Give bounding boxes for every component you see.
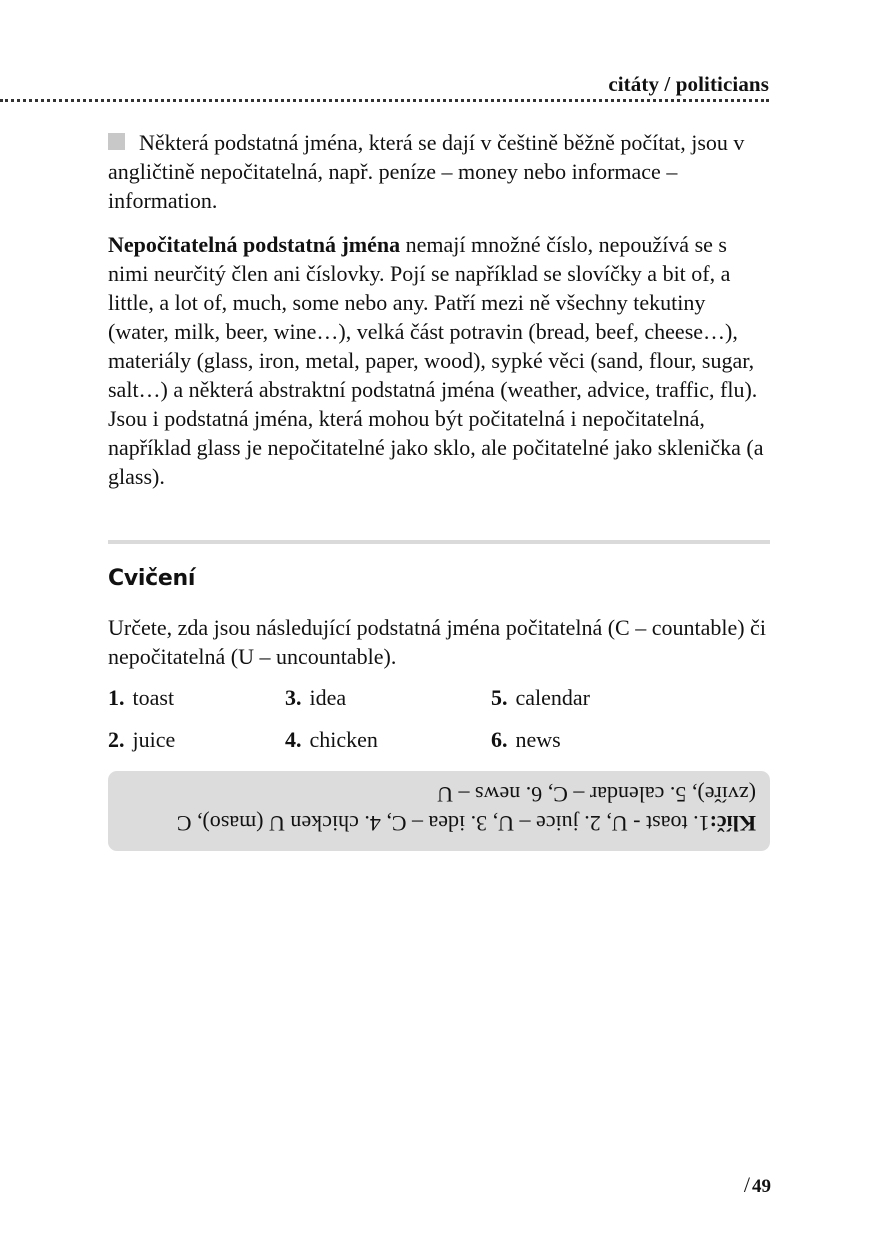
exercise-title: Cvičení	[108, 566, 196, 591]
exercise-item	[285, 725, 378, 754]
intro-text: Některá podstatná jména, která se dají v češtině běžně počítat, jsou v angličtině nepočitatelná, např. peníze – money nebo informace – information.	[108, 130, 745, 213]
item-number: 4.	[285, 727, 302, 752]
answer-key-label: Klíč:	[709, 811, 756, 836]
page-slash: /	[743, 1172, 750, 1197]
item-word: chicken	[309, 727, 378, 752]
section-divider	[108, 540, 770, 544]
item-word: idea	[309, 685, 347, 710]
exercise-item	[491, 683, 590, 712]
item-number: 3.	[285, 685, 302, 710]
header-dotted-rule	[0, 99, 769, 102]
rule-text: nemají množné číslo, nepoužívá se s nimi neurčitý člen ani číslovky. Pojí se například se slovíčky a bit of, a little, a lot of, much, some nebo any. Patří mezi ně všechny tekutiny (water, milk, beer, wine…), velká část potravin (bread, beef, cheese…), materiály (glass, iron, metal, paper, wood), sypké věci (sand, flour, sugar, salt…) a některá abstraktní podstatná jména (weather, advice, traffic, flu). Jsou i podstatná jména, která mohou být počitatelná i nepočitatelná, například glass je nepočitatelné jako sklo, ale počitatelné jako sklenička (a glass).	[108, 232, 764, 489]
exercise-instruction: Určete, zda jsou následující podstatná jména počitatelná (C – countable) či nepočitatelná (U – uncountable).	[108, 615, 766, 669]
exercise-item	[285, 683, 346, 712]
exercise-item	[491, 725, 561, 754]
header-title: citáty / politicians	[608, 72, 769, 96]
item-number: 5.	[491, 685, 508, 710]
page-number-value: 49	[752, 1176, 771, 1197]
exercise-item	[108, 683, 174, 712]
item-number: 2.	[108, 727, 125, 752]
answer-key-text: 1. toast - U, 2. juice – U, 3. idea – C, 4. chicken U (maso), C (zvíře), 5. calendar – C, 6. news – U	[176, 782, 756, 836]
rule-paragraph	[108, 230, 770, 491]
item-number: 1.	[108, 685, 125, 710]
answer-key-box	[108, 771, 770, 851]
answer-key-upside-down	[122, 780, 756, 838]
item-word: toast	[132, 685, 175, 710]
exercise-item	[108, 725, 175, 754]
intro-paragraph	[108, 128, 770, 215]
page-number	[744, 1172, 771, 1198]
rule-bold-term: Nepočitatelná podstatná jména	[108, 232, 401, 257]
item-word: juice	[132, 727, 176, 752]
item-word: news	[515, 727, 561, 752]
square-bullet-icon	[108, 133, 125, 150]
item-word: calendar	[515, 685, 590, 710]
item-number: 6.	[491, 727, 508, 752]
